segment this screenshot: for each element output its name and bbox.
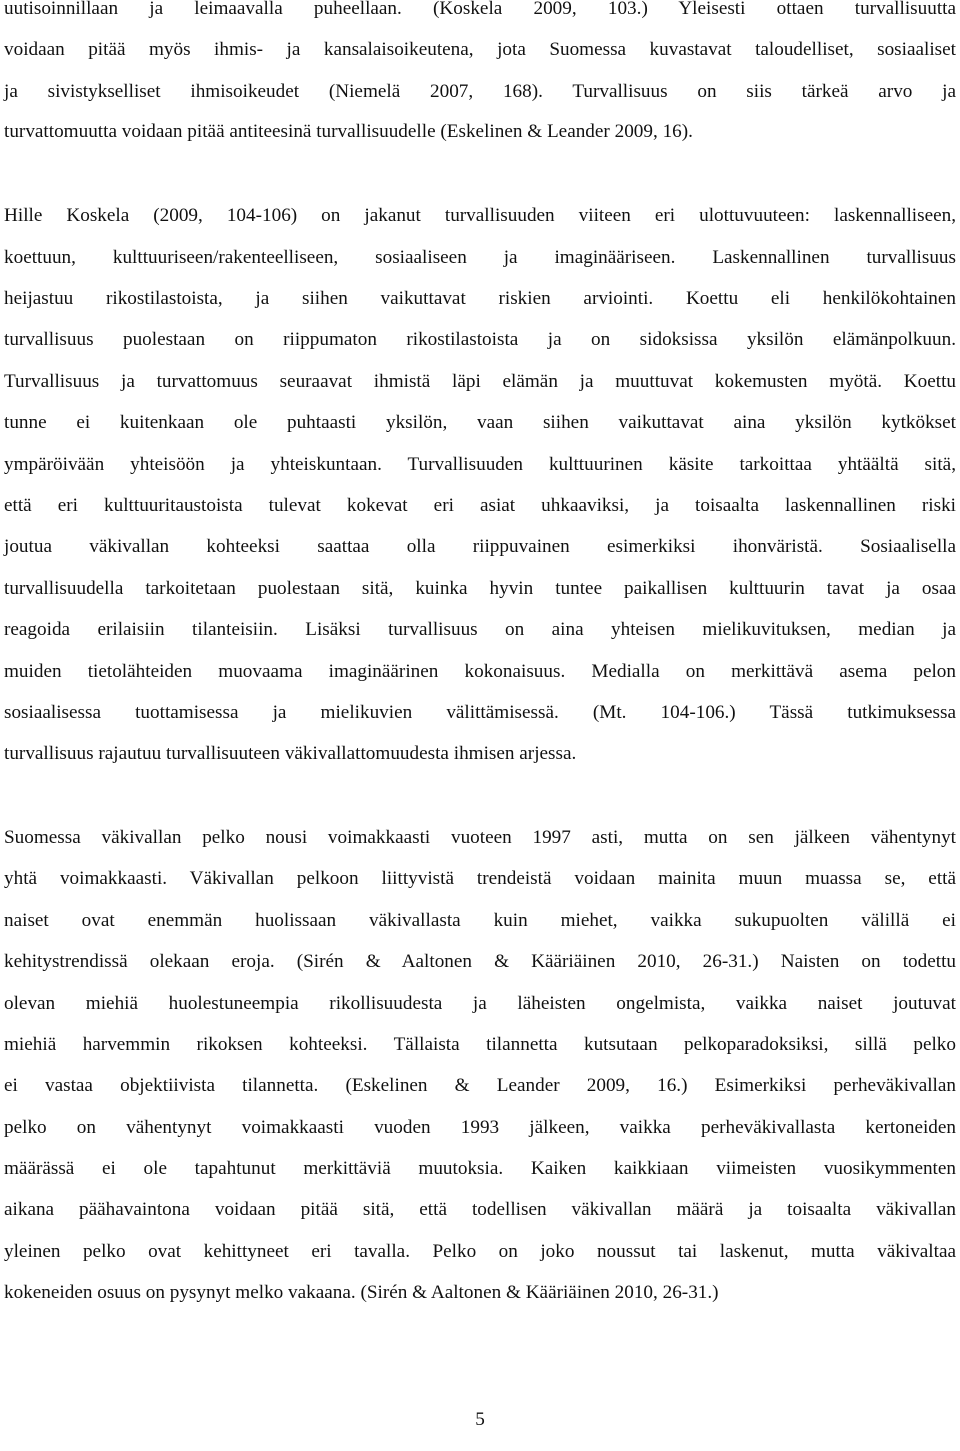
- text-line: Hille Koskela (2009, 104-106) on jakanut turvallisuuden viiteen eri ulottuvuuteen: laskennalliseen,: [4, 205, 956, 226]
- text-line: tunne ei kuitenkaan ole puhtaasti yksilön, vaan siihen vaikuttavat aina yksilön kytkökset: [4, 412, 956, 433]
- text-line: kehitystrendissä olekaan eroja. (Sirén & Aaltonen & Kääriäinen 2010, 26-31.) Naisten on todettu: [4, 951, 956, 972]
- text-line: uutisoinnillaan ja leimaavalla puheellaan. (Koskela 2009, 103.) Yleisesti ottaen turvallisuutta: [4, 0, 956, 19]
- text-line: naiset ovat enemmän huolissaan väkivallasta kuin miehet, vaikka sukupuolten välillä ei: [4, 910, 956, 931]
- text-line: yleinen pelko ovat kehittyneet eri tavalla. Pelko on joko noussut tai laskenut, mutta väkivaltaa: [4, 1241, 956, 1262]
- text-line: ja sivistykselliset ihmisoikeudet (Niemelä 2007, 168). Turvallisuus on siis tärkeä arvo ja: [4, 81, 956, 102]
- text-line: yhtä voimakkaasti. Väkivallan pelkoon liittyvistä trendeistä voidaan mainita muun muassa se, että: [4, 868, 956, 889]
- text-line: sosiaalisessa tuottamisessa ja mielikuvien välittämisessä. (Mt. 104-106.) Tässä tutkimuksessa: [4, 702, 956, 723]
- text-line: aikana päähavaintona voidaan pitää sitä, että todellisen väkivallan määrä ja toisaalta väkivallan: [4, 1199, 956, 1220]
- text-line: että eri kulttuuritaustoista tulevat kokevat eri asiat uhkaaviksi, ja toisaalta laskennallinen riski: [4, 495, 956, 516]
- text-line: joutua väkivallan kohteeksi saattaa olla riippuvainen esimerkiksi ihonväristä. Sosiaalisella: [4, 536, 956, 557]
- text-line: heijastuu rikostilastoista, ja siihen vaikuttavat riskien arviointi. Koettu eli henkilökohtainen: [4, 288, 956, 309]
- text-line: voidaan pitää myös ihmis- ja kansalaisoikeutena, jota Suomessa kuvastavat taloudelliset, sosiaaliset: [4, 39, 956, 60]
- page-number: 5: [475, 1409, 485, 1430]
- text-line: turvallisuus puolestaan on riippumaton rikostilastoista ja on sidoksissa yksilön elämänpolkuun.: [4, 329, 956, 350]
- text-line: määrässä ei ole tapahtunut merkittäviä muutoksia. Kaiken kaikkiaan viimeisten vuosikymmenten: [4, 1158, 956, 1179]
- text-line: Turvallisuus ja turvattomuus seuraavat ihmistä läpi elämän ja muuttuvat kokemusten myötä. Koettu: [4, 371, 956, 392]
- text-line: kokeneiden osuus on pysynyt melko vakaana. (Sirén & Aaltonen & Kääriäinen 2010, 26-31.): [4, 1282, 719, 1303]
- text-line: ei vastaa objektiivista tilannetta. (Eskelinen & Leander 2009, 16.) Esimerkiksi perheväkivallan: [4, 1075, 956, 1096]
- text-line: reagoida erilaisiin tilanteisiin. Lisäksi turvallisuus on aina yhteisen mielikuvituksen, median ja: [4, 619, 956, 640]
- text-line: turvattomuutta voidaan pitää antiteesinä turvallisuudelle (Eskelinen & Leander 2009, 16).: [4, 121, 693, 142]
- text-line: koettuun, kulttuuriseen/rakenteelliseen, sosiaaliseen ja imaginääriseen. Laskennallinen turvallisuus: [4, 247, 956, 268]
- text-line: muiden tietolähteiden muovaama imaginäärinen kokonaisuus. Medialla on merkittävä asema pelon: [4, 661, 956, 682]
- text-line: turvallisuus rajautuu turvallisuuteen väkivallattomuudesta ihmisen arjessa.: [4, 743, 577, 764]
- text-line: Suomessa väkivallan pelko nousi voimakkaasti vuoteen 1997 asti, mutta on sen jälkeen vähentynyt: [4, 827, 956, 848]
- text-line: miehiä harvemmin rikoksen kohteeksi. Tällaista tilannetta kutsutaan pelkoparadoksiksi, sillä pelko: [4, 1034, 956, 1055]
- text-line: ympäröivään yhteisöön ja yhteiskuntaan. Turvallisuuden kulttuurinen käsite tarkoittaa yhtäältä sitä,: [4, 454, 956, 475]
- text-line: turvallisuudella tarkoitetaan puolestaan sitä, kuinka hyvin tuntee paikallisen kulttuurin tavat ja osaa: [4, 578, 956, 599]
- text-line: pelko on vähentynyt voimakkaasti vuoden 1993 jälkeen, vaikka perheväkivallasta kertoneiden: [4, 1117, 956, 1138]
- text-line: olevan miehiä huolestuneempia rikollisuudesta ja läheisten ongelmista, vaikka naiset joutuvat: [4, 993, 956, 1014]
